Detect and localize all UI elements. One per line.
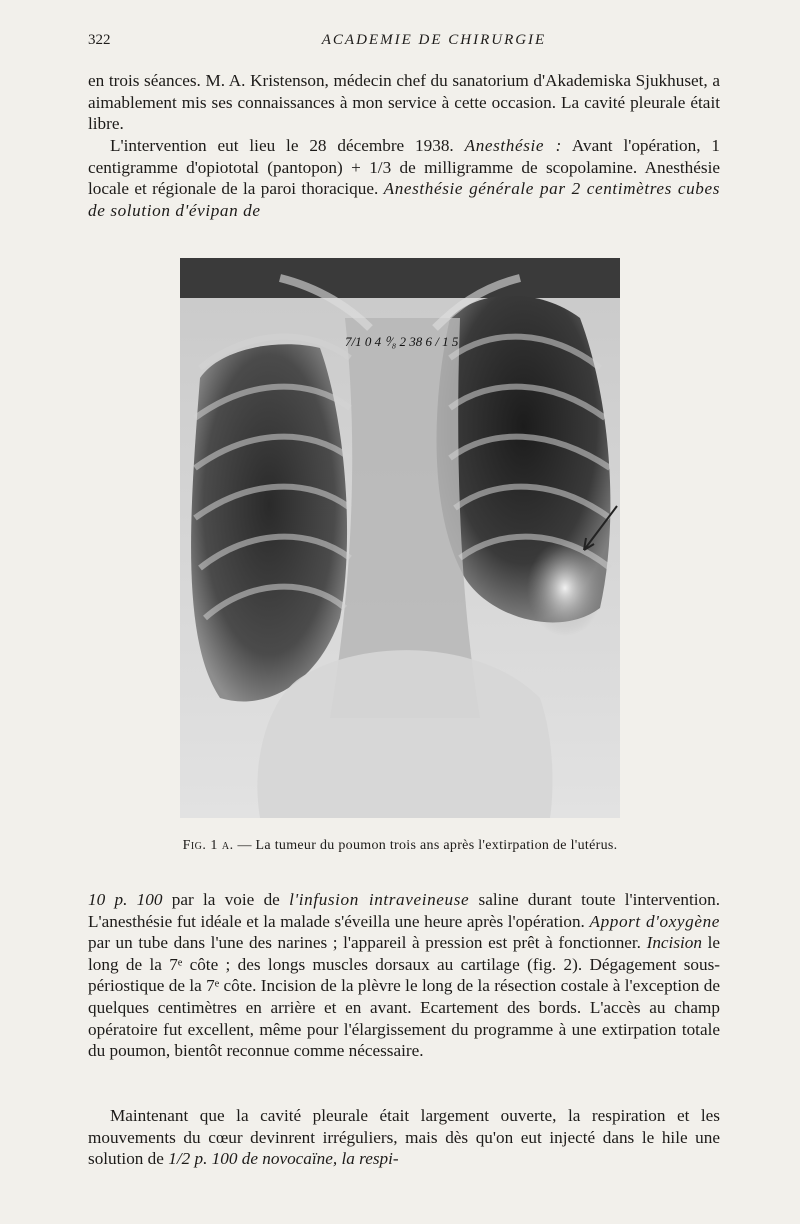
page-header [88,30,720,54]
p3-text-1: par la voie de [171,890,280,909]
p3-dose: 10 p. 100 [88,890,163,909]
left-lung-field [191,344,347,701]
film-annotation: 7/1 0 4 ⁰⁄₈ 2 38 6 / 1 5 [345,334,459,349]
running-title: ACADEMIE DE CHIRURGIE [321,32,547,48]
paragraph-1-text: en trois séances. M. A. Kristenson, médecin chef du sanatorium d'Akademiska Sjukhuset, a aimablement mis ses connaissances à mon service à cette occasion. La cavité pleurale était libre. [88,71,720,134]
film-top-edge [180,258,620,298]
anesthesie-generale: Anesthésie générale par 2 centimètres cubes de solution d'évipan de [88,179,721,220]
paragraph-2 [88,135,720,221]
p3-infusion: l'infusion intraveineuse [289,890,470,909]
p3-text-4: le long de la 7ᵉ côte ; des longs muscles dorsaux au cartilage (fig. 2). Dégagement sous-périostique de la 7ᵉ côte. Incision de la plèvre le long de la résection costale à l'exception de quelques centimètres en arrière et en avant. Ecartement des bords. L'accès au champ opératoire fut excellent, même pour l'élargissement du programme à une extirpation totale du poumon, bientôt reconnue comme nécessaire. [88,933,721,1061]
figure-caption [120,838,680,854]
p3-incision: Incision [646,933,702,953]
caption-figure-label: Fig. 1 a. [182,838,234,853]
p4-novocaine: 1/2 p. 100 de novocaïne, la respi- [168,1149,399,1169]
paragraph-2-text: Avant l'opération, 1 centigramme d'opiototal (pantopon) + 1/3 de milligramme de scopolamine. Anesthésie locale et régionale de la paroi thoracique. [88,136,720,199]
chest-xray-figure [180,258,620,818]
page-number: 322 [88,32,111,48]
p4-text: Maintenant que la cavité pleurale était largement ouverte, la respiration et les mouvements du cœur devinrent irréguliers, mais dès qu'on eut injecté dans le hile une solution de [88,1106,720,1169]
paragraph-3 [88,889,720,1062]
anesthesie-heading: Anesthésie : [464,136,562,155]
p3-text-2: saline durant toute l'intervention. L'anesthésie fut idéale et la malade s'éveilla une heure après l'opération. [88,890,720,931]
p3-oxygen: Apport d'oxygène [589,911,720,931]
paragraph-4 [88,1105,720,1170]
paragraph-1 [88,70,720,135]
p3-text-3: par un tube dans l'une des narines ; l'appareil à pression est prêt à fonctionner. [88,933,641,953]
caption-text: — La tumeur du poumon trois ans après l'extirpation de l'utérus. [237,838,618,853]
paragraph-2-date: L'intervention eut lieu le 28 décembre 1938. [110,136,454,155]
